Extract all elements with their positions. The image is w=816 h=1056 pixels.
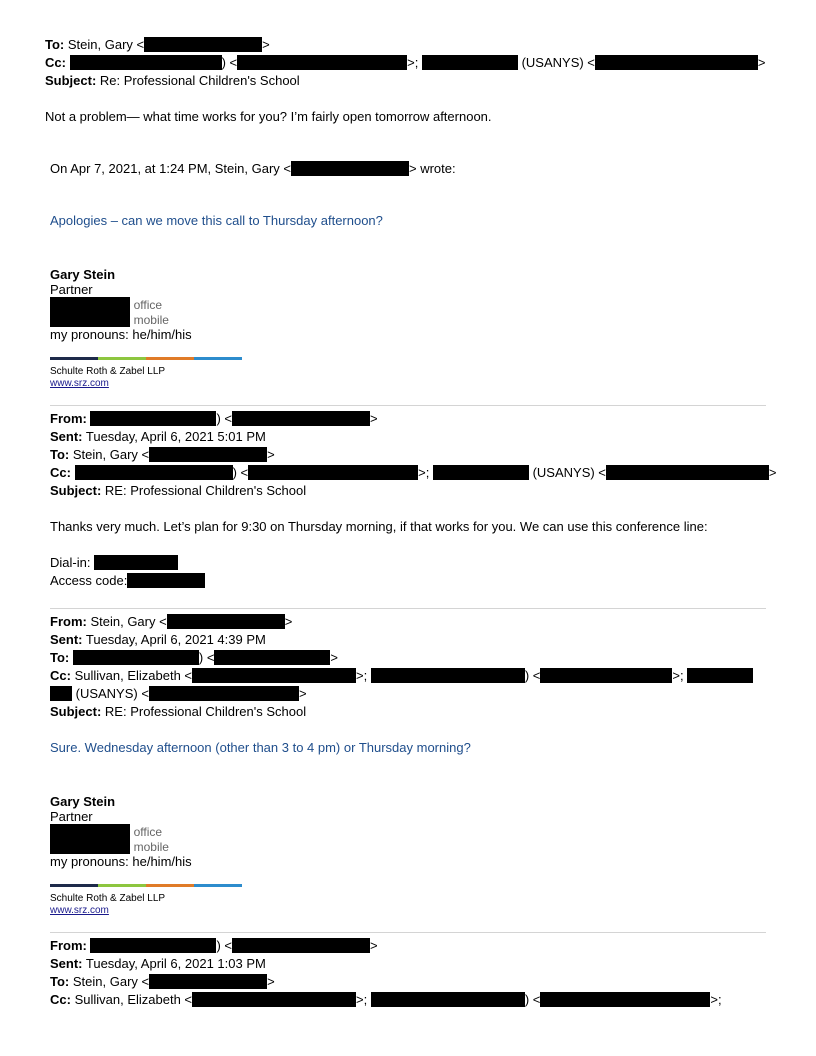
- firm-info: Schulte Roth & Zabel LLP www.srz.com: [50, 366, 166, 389]
- reply-body: Not a problem— what time works for you? I’m fairly open tomorrow afternoon.: [45, 109, 492, 124]
- msg4-cc: Cc: Sullivan, Elizabeth < >; ) < >;: [50, 992, 722, 1007]
- redaction: [90, 411, 216, 426]
- email-signature: Gary Stein Partner office mobile my pronouns: he/him/his: [50, 267, 192, 342]
- msg3-body: Sure. Wednesday afternoon (other than 3 to 4 pm) or Thursday morning?: [50, 740, 471, 755]
- redaction: [73, 650, 199, 665]
- redaction: [127, 573, 205, 588]
- dial-in: Dial-in:: [50, 555, 178, 571]
- redaction: [606, 465, 769, 480]
- firm-info: Schulte Roth & Zabel LLP www.srz.com: [50, 893, 166, 916]
- redaction: [232, 411, 370, 426]
- redaction: [90, 938, 216, 953]
- msg3-from: From: Stein, Gary < >: [50, 614, 293, 629]
- bar-segment: [146, 357, 194, 360]
- brand-color-bar: [50, 357, 242, 360]
- redaction: [422, 55, 518, 70]
- redaction: [192, 668, 356, 683]
- msg2-from: From: ) < >: [50, 411, 378, 426]
- redaction: [371, 668, 525, 683]
- divider: [50, 932, 766, 933]
- bar-segment: [98, 884, 146, 887]
- header-cc: Cc: ) < >; (USANYS) < >: [45, 55, 766, 70]
- redaction: [540, 668, 672, 683]
- redaction: [149, 686, 299, 701]
- msg3-sent: Sent: Tuesday, April 6, 2021 4:39 PM: [50, 632, 266, 647]
- bar-segment: [194, 357, 242, 360]
- msg2-to: To: Stein, Gary < >: [50, 447, 275, 462]
- redaction: [291, 161, 409, 176]
- redaction: [149, 447, 267, 462]
- redaction: [144, 37, 262, 52]
- redaction: [232, 938, 370, 953]
- redaction: [149, 974, 267, 989]
- divider: [50, 608, 766, 609]
- quote-intro: On Apr 7, 2021, at 1:24 PM, Stein, Gary < > wrote:: [50, 161, 456, 176]
- bar-segment: [50, 357, 98, 360]
- msg2-subject: Subject: RE: Professional Children's School: [50, 483, 307, 498]
- website-link[interactable]: www.srz.com: [50, 905, 109, 916]
- bar-segment: [146, 884, 194, 887]
- redaction: [192, 992, 356, 1007]
- access-code: Access code:: [50, 573, 205, 589]
- header-subject: Subject: Re: Professional Children's School: [45, 73, 300, 88]
- msg2-cc: Cc: ) < >; (USANYS) < >: [50, 465, 777, 480]
- msg3-cc-cont: (USANYS) < >: [50, 686, 307, 702]
- bar-segment: [98, 357, 146, 360]
- msg4-from: From: ) < >: [50, 938, 378, 953]
- msg3-subject: Subject: RE: Professional Children's School: [50, 704, 307, 719]
- redaction: [687, 668, 753, 683]
- msg2-sent: Sent: Tuesday, April 6, 2021 5:01 PM: [50, 429, 266, 444]
- redaction: [50, 686, 72, 701]
- message-body: Apologies – can we move this call to Thursday afternoon?: [50, 213, 383, 228]
- redaction: [50, 839, 130, 854]
- email-signature: Gary Stein Partner office mobile my pronouns: he/him/his: [50, 794, 192, 869]
- redaction: [94, 555, 178, 570]
- redaction: [50, 297, 130, 312]
- divider: [50, 405, 766, 406]
- redaction: [75, 465, 233, 480]
- redaction: [214, 650, 330, 665]
- website-link[interactable]: www.srz.com: [50, 378, 109, 389]
- bar-segment: [194, 884, 242, 887]
- msg4-to: To: Stein, Gary < >: [50, 974, 275, 989]
- redaction: [50, 312, 130, 327]
- redaction: [540, 992, 710, 1007]
- redaction: [50, 824, 130, 839]
- msg2-body: Thanks very much. Let’s plan for 9:30 on Thursday morning, if that works for you. We can use this conference line:: [50, 519, 708, 534]
- redaction: [433, 465, 529, 480]
- redaction: [70, 55, 222, 70]
- msg3-to: To: ) < >: [50, 650, 339, 665]
- redaction: [167, 614, 285, 629]
- redaction: [595, 55, 758, 70]
- redaction: [371, 992, 525, 1007]
- msg4-sent: Sent: Tuesday, April 6, 2021 1:03 PM: [50, 956, 266, 971]
- brand-color-bar: [50, 884, 242, 887]
- header-to: To: Stein, Gary < >: [45, 37, 270, 52]
- redaction: [248, 465, 418, 480]
- bar-segment: [50, 884, 98, 887]
- redaction: [237, 55, 407, 70]
- msg3-cc: Cc: Sullivan, Elizabeth < >; ) < >;: [50, 668, 753, 684]
